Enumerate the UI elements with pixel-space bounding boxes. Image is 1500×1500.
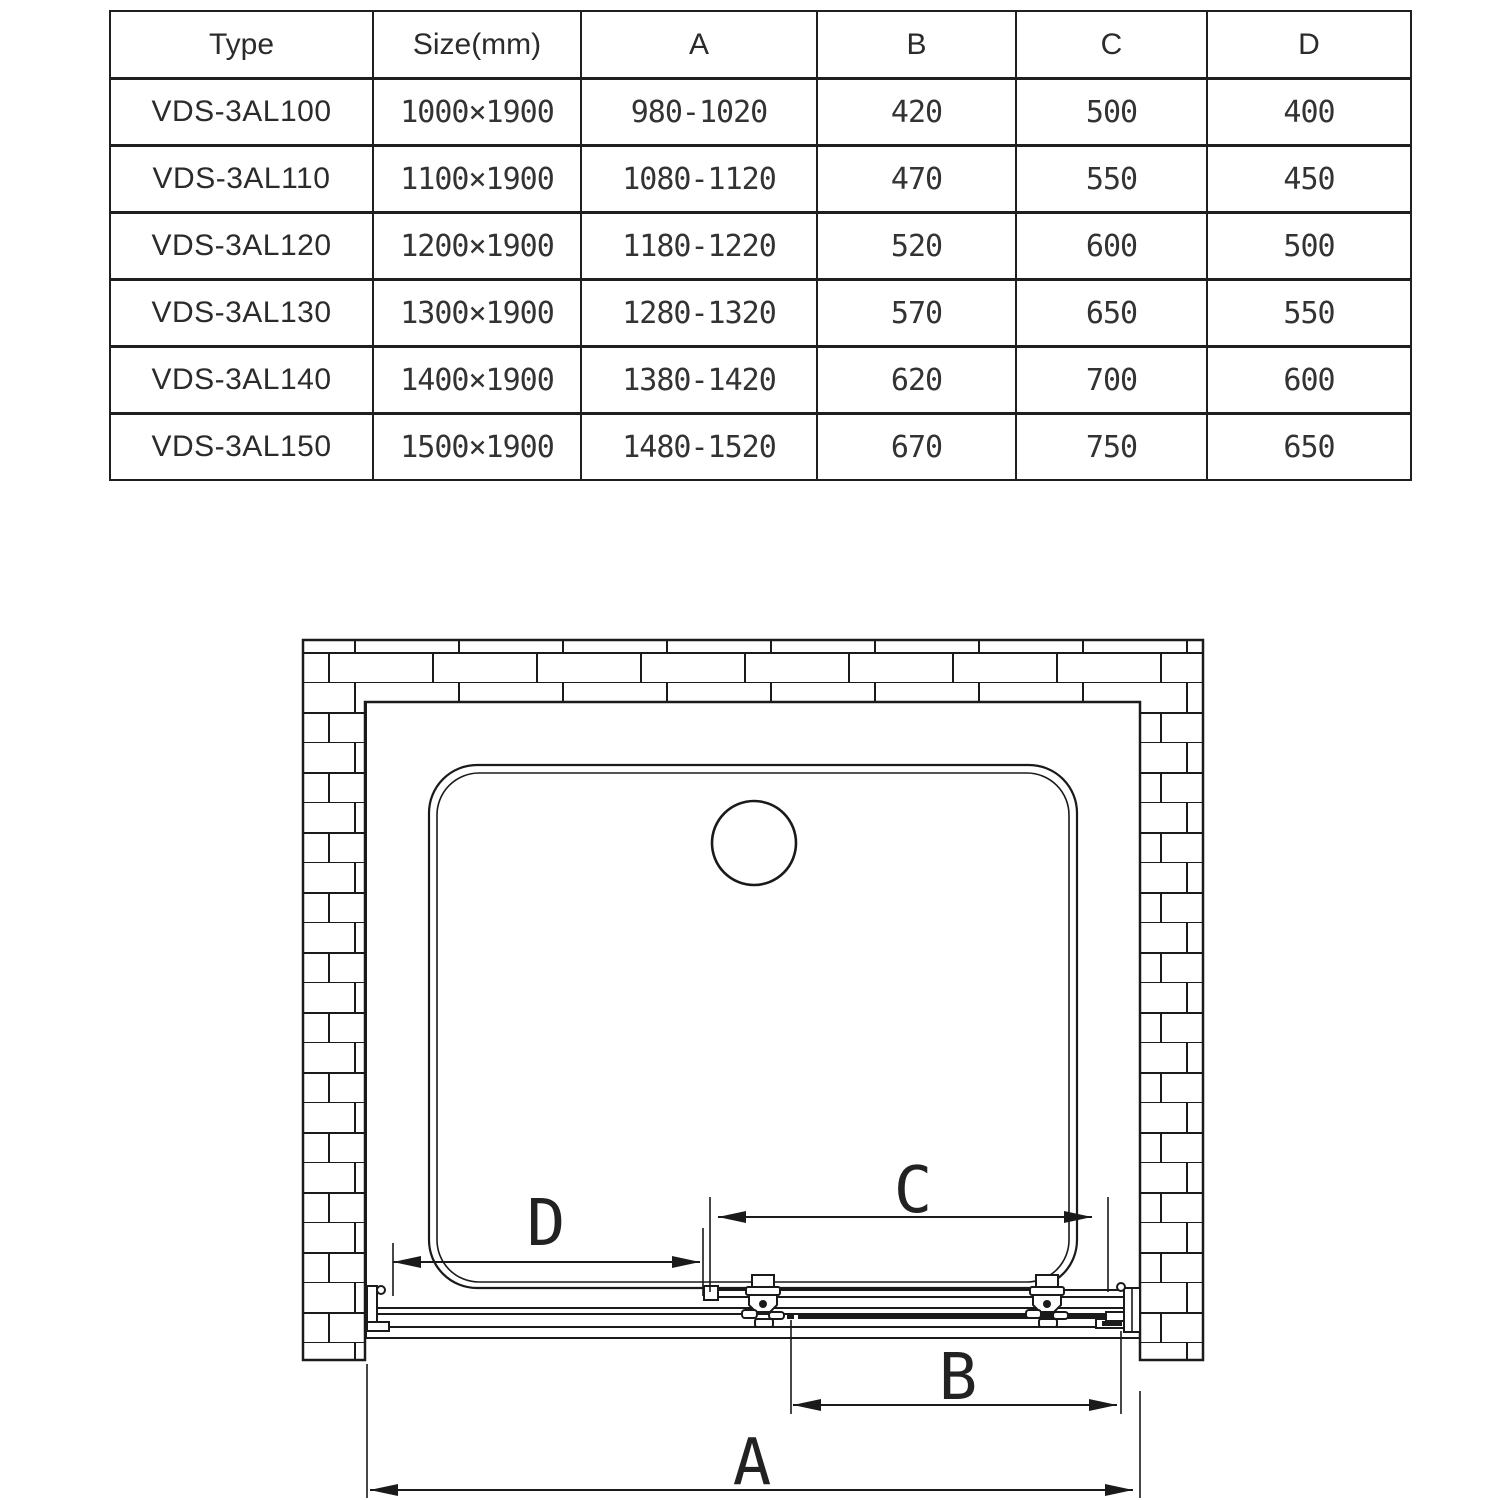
col-header-size: Size(mm) — [373, 11, 581, 79]
cell-b: 570 — [817, 280, 1016, 347]
cell-b: 520 — [817, 213, 1016, 280]
cell-d: 450 — [1207, 146, 1411, 213]
glass-edge-start — [787, 1314, 794, 1319]
cell-c: 500 — [1016, 79, 1207, 146]
dimension-b — [791, 1320, 1121, 1415]
cell-c: 600 — [1016, 213, 1207, 280]
door-rail-end-cap — [704, 1286, 718, 1300]
cell-d: 650 — [1207, 414, 1411, 481]
cell-b: 420 — [817, 79, 1016, 146]
col-header-a: A — [581, 11, 817, 79]
cell-b: 670 — [817, 414, 1016, 481]
cell-size: 1100×1900 — [373, 146, 581, 213]
cell-d: 400 — [1207, 79, 1411, 146]
cell-type: VDS-3AL100 — [110, 79, 373, 146]
cell-d: 500 — [1207, 213, 1411, 280]
cell-size: 1200×1900 — [373, 213, 581, 280]
dim-label-c: C — [893, 1154, 933, 1228]
cell-c: 700 — [1016, 347, 1207, 414]
cell-a: 1180-1220 — [581, 213, 817, 280]
cell-type: VDS-3AL140 — [110, 347, 373, 414]
cell-size: 1400×1900 — [373, 347, 581, 414]
dim-label-d: D — [526, 1187, 566, 1261]
cell-c: 550 — [1016, 146, 1207, 213]
cell-c: 650 — [1016, 280, 1207, 347]
cell-size: 1300×1900 — [373, 280, 581, 347]
cell-d: 550 — [1207, 280, 1411, 347]
col-header-b: B — [817, 11, 1016, 79]
cell-a: 1380-1420 — [581, 347, 817, 414]
dim-label-b: B — [938, 1341, 978, 1415]
cell-size: 1000×1900 — [373, 79, 581, 146]
cell-size: 1500×1900 — [373, 414, 581, 481]
cell-c: 750 — [1016, 414, 1207, 481]
cell-b: 470 — [817, 146, 1016, 213]
cell-type: VDS-3AL120 — [110, 213, 373, 280]
cell-type: VDS-3AL130 — [110, 280, 373, 347]
dimension-a — [367, 1364, 1140, 1500]
cell-type: VDS-3AL110 — [110, 146, 373, 213]
drain-circle — [712, 801, 796, 885]
cell-a: 1080-1120 — [581, 146, 817, 213]
dim-label-a: A — [732, 1426, 772, 1500]
cell-a: 980-1020 — [581, 79, 817, 146]
cell-a: 1480-1520 — [581, 414, 817, 481]
glass-edge — [798, 1314, 1121, 1319]
cell-b: 620 — [817, 347, 1016, 414]
cell-d: 600 — [1207, 347, 1411, 414]
cell-a: 1280-1320 — [581, 280, 817, 347]
cell-type: VDS-3AL150 — [110, 414, 373, 481]
col-header-c: C — [1016, 11, 1207, 79]
col-header-type: Type — [110, 11, 373, 79]
col-header-d: D — [1207, 11, 1411, 79]
